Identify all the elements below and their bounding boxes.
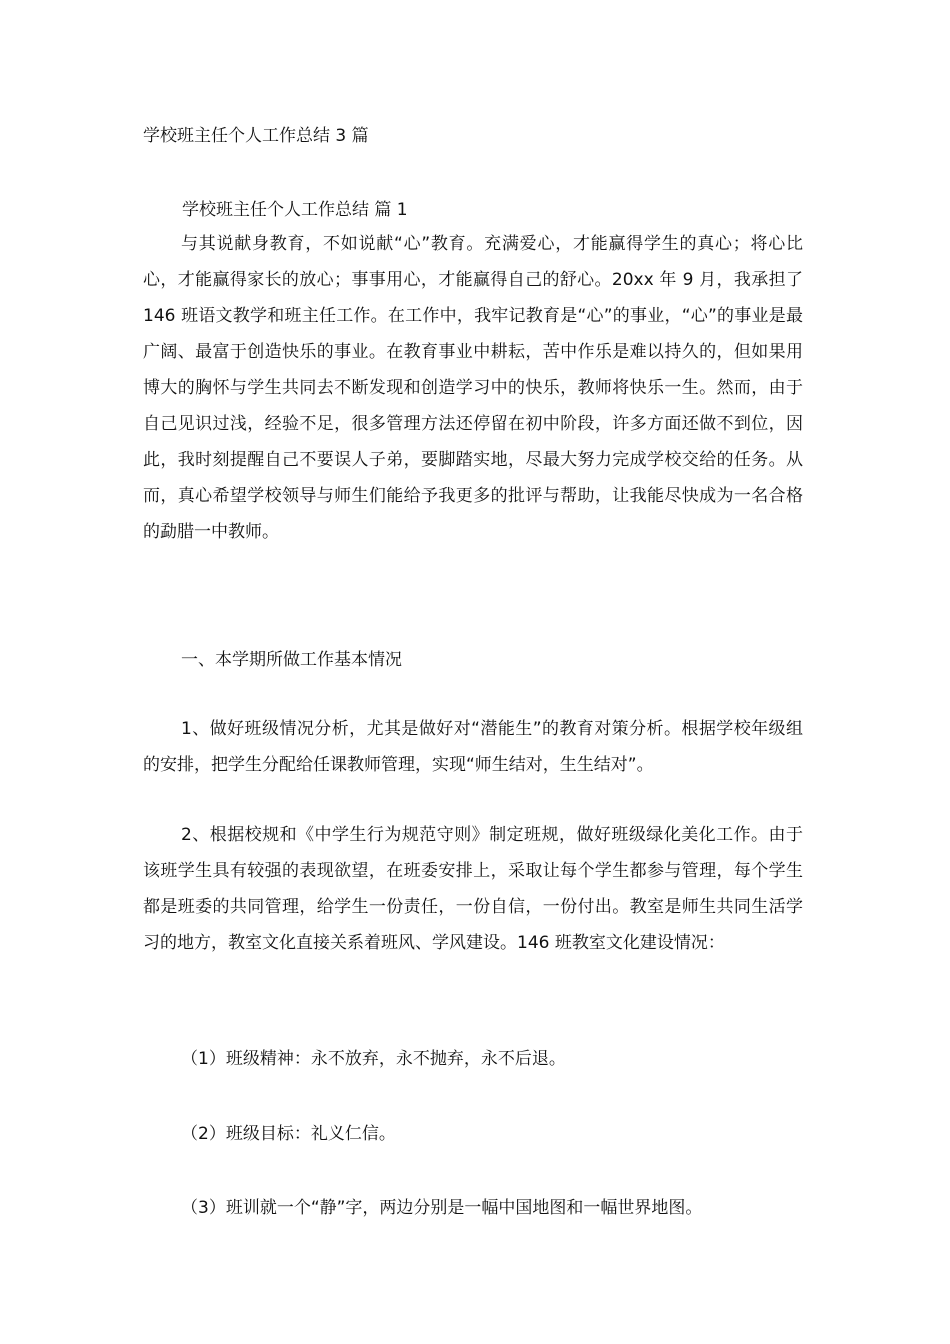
list-item-2: 2、根据校规和《中学生行为规范守则》制定班规，做好班级绿化美化工作。由于该班学生具有较强的表现欲望，在班委安排上，采取让每个学生都参与管理，每个学生都是班委的共同管理，给学生一份责任，一份自信，一份付出。教室是师生共同生活学习的地方，教室文化直接关系着班风、学风建设。146 班教室文化建设情况： [143, 825, 803, 953]
section-heading: 一、本学期所做工作基本情况 [181, 650, 402, 670]
sub-item-3: （3）班训就一个“静”字，两边分别是一幅中国地图和一幅世界地图。 [181, 1198, 703, 1218]
sub-item-1: （1）班级精神：永不放弃，永不抛弃，永不后退。 [181, 1049, 566, 1069]
section-title: 学校班主任个人工作总结 篇 1 [182, 200, 408, 220]
intro-paragraph: 与其说献身教育，不如说献“心”教育。充满爱心，才能赢得学生的真心；将心比心，才能赢得家长的放心；事事用心，才能赢得自己的舒心。20xx 年 9 月，我承担了 146 班语文教学和班主任工作。在工作中，我牢记教育是“心”的事业，“心”的事业是最广阔、最富于创造快乐的事业。在教育事业中耕耘，苦中作乐是难以持久的，但如果用博大的胸怀与学生共同去不断发现和创造学习中的快乐，教师将快乐一生。然而，由于自己见识过浅，经验不足，很多管理方法还停留在初中阶段，许多方面还做不到位，因此，我时刻提醒自己不要误人子弟，要脚踏实地，尽最大努力完成学校交给的任务。从而，真心希望学校领导与师生们能给予我更多的批评与帮助，让我能尽快成为一名合格的勐腊一中教师。 [143, 234, 803, 542]
list-item-1: 1、做好班级情况分析，尤其是做好对“潜能生”的教育对策分析。根据学校年级组的安排，把学生分配给任课教师管理，实现“师生结对，生生结对”。 [143, 719, 803, 775]
sub-item-2: （2）班级目标：礼义仁信。 [181, 1124, 396, 1144]
document-title: 学校班主任个人工作总结 3 篇 [143, 126, 369, 146]
